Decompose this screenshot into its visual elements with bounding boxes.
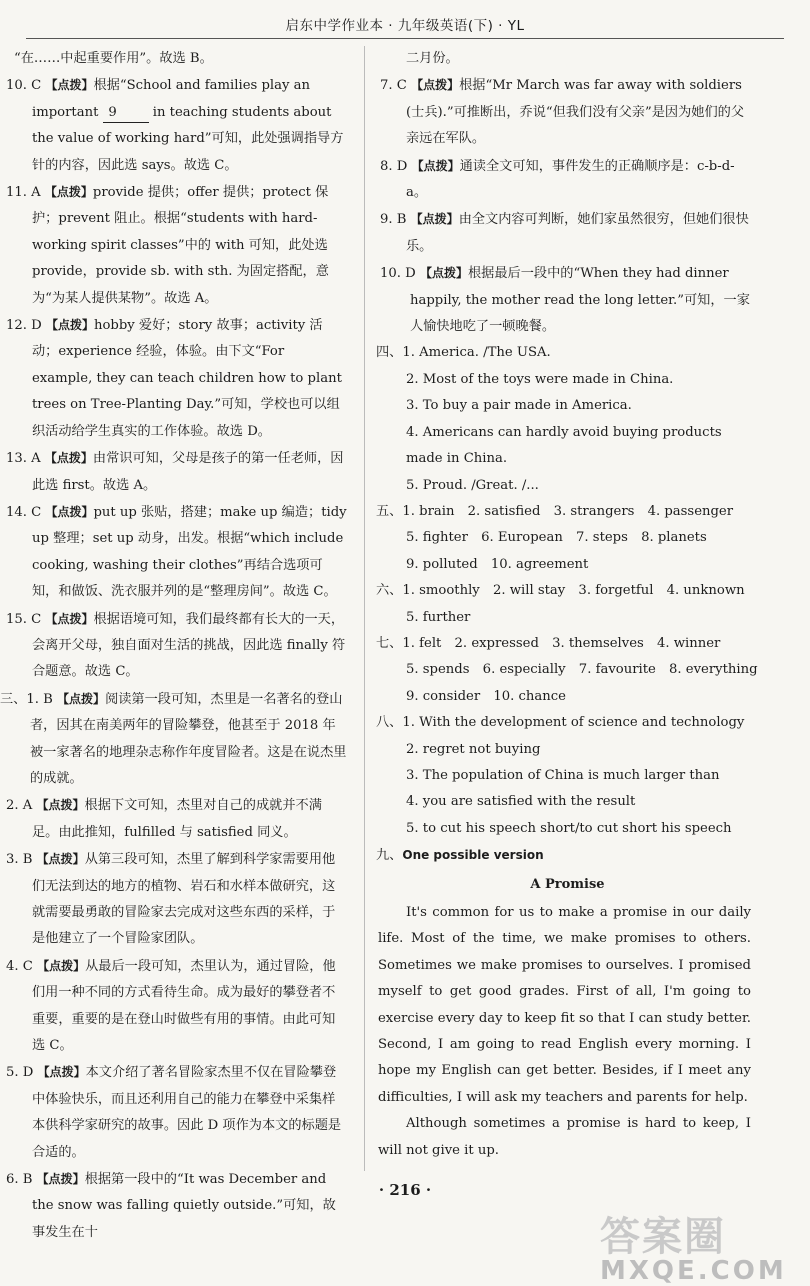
answer-item — [0, 445, 360, 499]
watermark-logo — [600, 1205, 800, 1286]
section-label: 七、 — [376, 635, 403, 651]
header-rule — [26, 38, 784, 39]
answer-text: 1. brain 2. satisfied 3. strangers 4. passenger — [402, 503, 734, 519]
answer-text: 根据语境可知，我们最终都有长大的一天，会离开父母，独自面对生活的挑战，因此选 finally 符合题意。故选 C。 — [32, 611, 346, 680]
section-six — [370, 578, 765, 631]
answer-number: 14. C — [6, 504, 42, 520]
answer-text: 5. fighter 6. European 7. steps 8. planets — [406, 530, 707, 546]
right-column — [370, 46, 765, 1164]
hint-tag: 【点拨】 — [36, 1172, 85, 1187]
hint-tag: 【点拨】 — [410, 212, 459, 227]
answer-item — [0, 686, 360, 793]
answer-number: 7. C — [380, 78, 407, 94]
essay-heading: One possible version — [402, 848, 544, 863]
section-line — [370, 340, 765, 366]
answer-text: 2. Most of the toys were made in China. — [406, 371, 674, 387]
section-label: 五、 — [376, 503, 403, 519]
answer-text: hobby 爱好；story 故事；activity 活动；experience 经验，体验。由下文“For example, they can teach children how to plant trees on Tree-Planting Day.”可知，学校也可以组织活动给学生真实的工作体验。故选 D。 — [32, 318, 342, 439]
answer-text: “在……中起重要作用”。故选 B。 — [14, 51, 213, 66]
answer-text: 二月份。 — [406, 51, 459, 66]
section-label: 八、 — [376, 715, 403, 731]
answer-text: in teaching students about the value of working hard”可知，此处强调指导方针的内容，因此选 says。故选 C。 — [32, 104, 344, 173]
hint-tag: 【点拨】 — [45, 504, 94, 519]
hint-tag: 【点拨】 — [36, 852, 85, 867]
page-number: · 216 · — [378, 1181, 432, 1199]
answer-text: 9. polluted 10. agreement — [406, 556, 589, 572]
answer-number: 6. B — [6, 1172, 33, 1188]
answer-text: 根据第一段中的“It was December and the snow was falling quietly outside.”可知，故事发生在十 — [32, 1172, 336, 1240]
hint-tag: 【点拨】 — [411, 158, 460, 173]
answer-text: 1. smoothly 2. will stay 3. forgetful 4. unknown — [402, 583, 745, 599]
answer-item — [0, 179, 360, 312]
answer-item — [370, 46, 765, 72]
section-line — [370, 631, 765, 657]
blank-number: 9 — [103, 104, 149, 123]
answer-item — [0, 953, 360, 1060]
answer-text: 根据下文可知，杰里对自己的成就并不满足。由此推知，fulfilled 与 satisfied 同义。 — [32, 798, 322, 840]
answer-item — [0, 312, 360, 445]
answer-item — [0, 606, 360, 686]
answer-number: 15. C — [6, 611, 42, 627]
answer-number: 5. D — [6, 1065, 34, 1081]
answer-text: 根据“School and families play an important — [32, 78, 310, 120]
section-four — [370, 340, 765, 498]
section-line — [370, 842, 765, 869]
answer-text: 9. consider 10. chance — [406, 688, 566, 704]
answer-number: 10. C — [6, 78, 42, 94]
answer-number: 3. B — [6, 852, 33, 868]
answer-number: 10. D — [380, 266, 416, 282]
hint-tag: 【点拨】 — [411, 78, 460, 93]
essay-paragraph: It's common for us to make a promise in our daily life. Most of the time, we make promises to others. Sometimes we make promises to ourselves. I promised myself to get good grades. First of all, I'm going to exercise every day to keep fit so that I can study better. Second, I am going to read English every morning. I hope my English can get better. Besides, if I meet any difficulties, I will ask my teachers and parents for help. — [378, 905, 751, 1105]
answer-text: 本文介绍了著名冒险家杰里不仅在冒险攀登中体验快乐，而且还利用自己的能力在攀登中采集样本供科学家研究的故事。因此 D 项作为本文的标题是合适的。 — [32, 1065, 342, 1160]
answer-text: 5. spends 6. especially 7. favourite 8. everything — [406, 662, 758, 678]
hint-tag: 【点拨】 — [36, 798, 85, 813]
answer-text: put up 张贴，搭建；make up 编造；tidy up 整理；set up 动身，出发。根据“which include cooking, washing their clothes”再结合选项可知，和做饭、洗衣服并列的是“整理房间”。故选 C。 — [32, 504, 347, 600]
hint-tag: 【点拨】 — [37, 958, 86, 973]
answer-text: 由全文内容可判断，她们家虽然很穷，但她们很快乐。 — [406, 212, 749, 254]
column-divider — [364, 46, 365, 1171]
section-five — [370, 499, 765, 578]
answer-text: 4. you are satisfied with the result — [406, 794, 636, 810]
answer-text: 5. Proud. /Great. /... — [406, 477, 539, 493]
section-label: 九、 — [376, 848, 403, 864]
answer-text: 从第三段可知，杰里了解到科学家需要用他们无法到达的地方的植物、岩石和水样本做研究，这就需要最勇敢的冒险家去完成对这些东西的采样，于是他建立了一个冒险家团队。 — [32, 852, 336, 947]
answer-item — [370, 206, 765, 260]
answer-item — [0, 72, 360, 179]
answer-text: 通读全文可知，事件发生的正确顺序是：c-b-d-a。 — [406, 158, 735, 201]
answer-text: 5. to cut his speech short/to cut short his speech — [406, 820, 732, 836]
answer-number: 11. A — [6, 185, 41, 201]
answer-item — [370, 153, 765, 207]
answer-text: 2. regret not buying — [406, 741, 541, 757]
answer-item — [0, 499, 360, 606]
answer-text: 5. further — [406, 609, 471, 625]
section-label: 六、 — [376, 583, 403, 599]
answer-number: 13. A — [6, 451, 41, 467]
essay-title: A Promise — [530, 876, 605, 892]
answer-number: 12. D — [6, 318, 42, 334]
hint-tag: 【点拨】 — [37, 1065, 86, 1080]
answer-text: 1. felt 2. expressed 3. themselves 4. winner — [402, 635, 721, 651]
hint-tag: 【点拨】 — [57, 691, 106, 706]
answer-item — [0, 792, 360, 846]
hint-tag: 【点拨】 — [45, 78, 94, 93]
hint-tag: 【点拨】 — [44, 451, 93, 466]
answer-number: 9. B — [380, 212, 407, 228]
answer-number: 三、1. B — [0, 691, 53, 707]
section-nine-essay — [370, 842, 765, 1164]
section-line — [370, 710, 765, 736]
answer-text: 阅读第一段可知，杰里是一名著名的登山者，因其在南美两年的冒险攀登，他甚至于 2018 年被一家著名的地理杂志称作年度冒险者。这是在说杰里的成就。 — [30, 691, 347, 786]
answer-text: 3. The population of China is much larger than — [406, 767, 720, 783]
left-column — [0, 46, 360, 1246]
answer-text: 4. Americans can hardly avoid buying products made in China. — [406, 424, 722, 467]
answer-item — [0, 46, 360, 72]
essay-paragraph: Although sometimes a promise is hard to keep, I will not give it up. — [378, 1116, 751, 1158]
page-header: 启东中学作业本 · 九年级英语(下) · YL — [285, 18, 525, 34]
answer-item — [370, 72, 765, 152]
section-seven — [370, 631, 765, 710]
answer-text: 3. To buy a pair made in America. — [406, 398, 632, 414]
hint-tag: 【点拨】 — [45, 318, 94, 333]
answer-text: 1. America. /The USA. — [402, 345, 551, 361]
section-line — [370, 578, 765, 604]
watermark-url: MXQE.COM — [600, 1256, 787, 1286]
answer-text: 从最后一段可知，杰里认为，通过冒险，他们用一种不同的方式看待生命。成为最好的攀登者不重要，重要的是在登山时做些有用的事情。由此可知选 C。 — [32, 958, 336, 1054]
answer-item — [0, 1166, 360, 1246]
answer-text: 根据“Mr March was far away with soldiers (士兵).”可推断出，乔说“但我们没有父亲”是因为她们的父亲远在军队。 — [406, 78, 745, 147]
answer-text: 由常识可知，父母是孩子的第一任老师，因此选 first。故选 A。 — [32, 451, 344, 493]
section-label: 四、 — [376, 345, 403, 361]
watermark-text: 答案圈 — [600, 1214, 726, 1260]
section-eight — [370, 710, 765, 842]
answer-number: 8. D — [380, 158, 408, 174]
answer-text: 1. With the development of science and technology — [402, 715, 745, 731]
hint-tag: 【点拨】 — [419, 266, 468, 281]
answer-text: provide 提供；offer 提供；protect 保护；prevent 阻止。根据“students with hard-working spirit classes”中的 with 可知，此处选 provide，provide sb. with sth. 为固定搭配，意为“为某人提供某物”。故选 A。 — [32, 185, 329, 306]
answer-item — [0, 1059, 360, 1166]
answer-number: 2. A — [6, 798, 33, 814]
hint-tag: 【点拨】 — [45, 611, 94, 626]
answer-text: 根据最后一段中的“When they had dinner happily, the mother read the long letter.”可知，一家人愉快地吃了一顿晚餐。 — [410, 266, 750, 335]
answer-number: 4. C — [6, 958, 33, 974]
hint-tag: 【点拨】 — [44, 185, 93, 200]
section-line — [370, 499, 765, 525]
answer-item — [370, 260, 765, 340]
answer-item — [0, 846, 360, 953]
